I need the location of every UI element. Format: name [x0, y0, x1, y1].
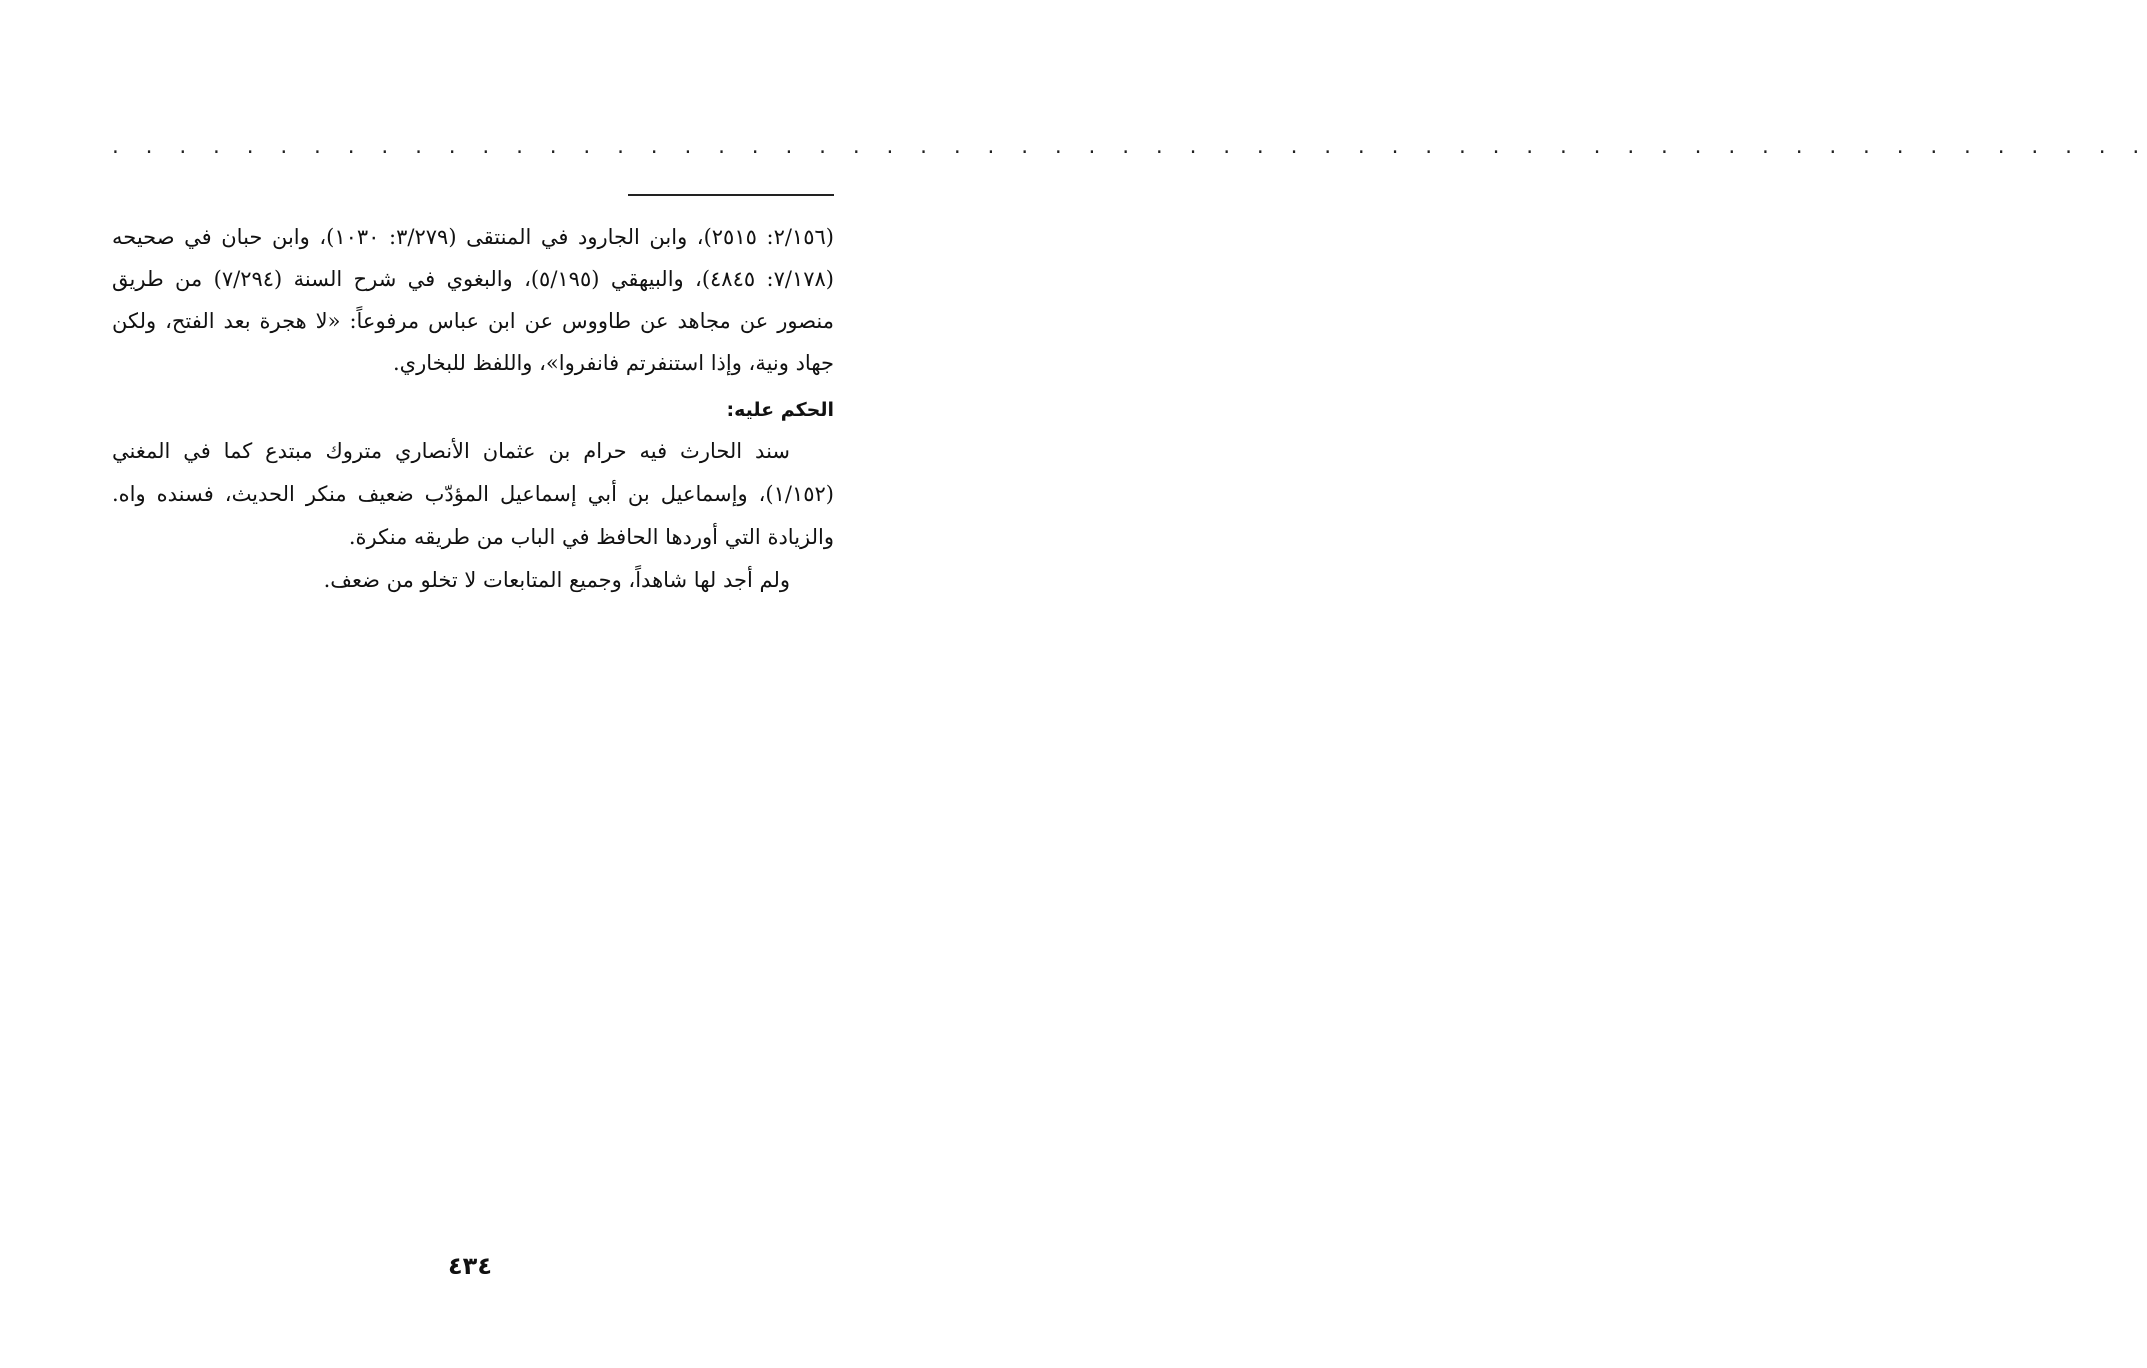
ruling-paragraph-1: سند الحارث فيه حرام بن عثمان الأنصاري متروك مبتدع كما في المغني (١/١٥٢)، وإسماعيل بن أبي إسماعيل المؤدّب ضعيف منكر الحديث، فسنده واه. والزيادة التي أوردها الحافظ في الباب من طريقه منكرة. [112, 439, 834, 549]
ruling-paragraph-2: ولم أجد لها شاهداً، وجميع المتابعات لا تخلو من ضعف. [323, 568, 790, 592]
dotted-separator: . . . . . . . . . . . . . . . . . . . . . . . . . . . . . . . . . . . . . . . . . . . . . . . . . . . . . . . . . . . . . [110, 137, 2147, 158]
ruling-heading: الحكم عليه: [726, 399, 834, 421]
page-number: ٤٣٤ [448, 1252, 492, 1280]
page-content [112, 216, 834, 602]
footnote-text: (٢/١٥٦: ٢٥١٥)، وابن الجارود في المنتقى (٣/٢٧٩: ١٠٣٠)، وابن حبان في صحيحه (٧/١٧٨: ٤٨٤٥)، والبيهقي (٥/١٩٥)، والبغوي في شرح السنة (٧/٢٩٤) من طريق منصور عن مجاهد عن طاووس عن ابن عباس مرفوعاً: «لا هجرة بعد الفتح، ولكن جهاد ونية، وإذا استنفرتم فانفروا»، واللفظ للبخاري. [112, 225, 834, 375]
footnote-rule [628, 194, 834, 196]
